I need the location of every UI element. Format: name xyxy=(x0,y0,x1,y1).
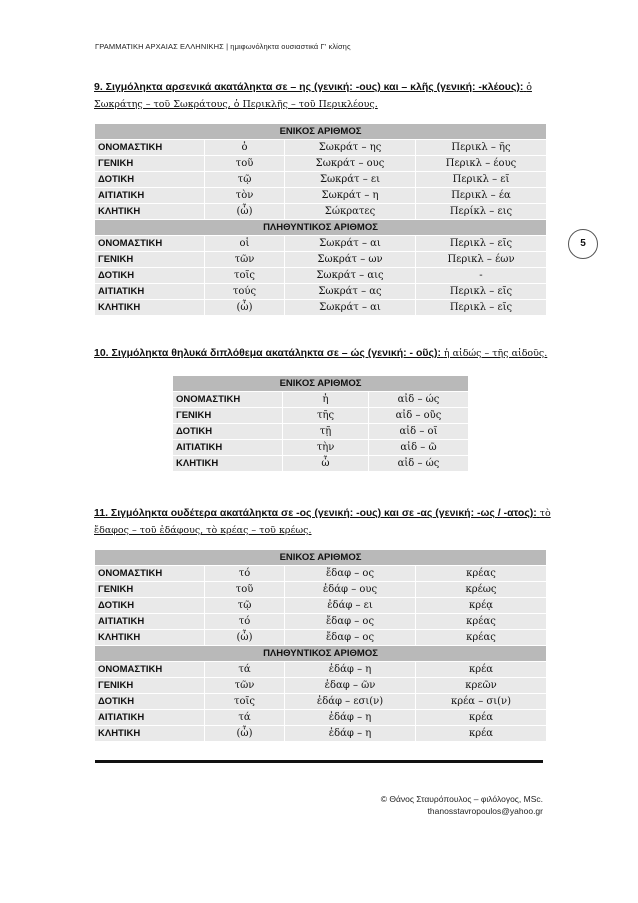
form-cell: αἰδ – οῦς xyxy=(369,408,469,424)
section-10-heading: 10. Σιγμόληκτα θηλυκά διπλόθεμα ακατάληκτα σε – ώς (γενική: - οῦς): xyxy=(94,347,441,359)
case-name: ΓΕΝΙΚΗ xyxy=(95,582,205,598)
table-row xyxy=(95,598,547,614)
case-name: ΑΙΤΙΑΤΙΚΗ xyxy=(95,710,205,726)
form-cell: Περικλ – εῖ xyxy=(416,172,547,188)
section-9-example: ὁ Σωκράτης – τοῦ Σωκράτους, ὁ Περικλῆς – τοῦ Περικλέους. xyxy=(94,82,532,110)
form-cell: Σωκράτ – αις xyxy=(285,268,416,284)
form-cell: κρέα – σι(ν) xyxy=(416,694,547,710)
table-row xyxy=(95,726,547,742)
case-name: ΔΟΤΙΚΗ xyxy=(95,694,205,710)
article-cell: τά xyxy=(205,710,285,726)
case-name: ΔΟΤΙΚΗ xyxy=(95,268,205,284)
table-row xyxy=(95,172,547,188)
case-name: ΟΝΟΜΑΣΤΙΚΗ xyxy=(173,392,283,408)
table-row xyxy=(95,678,547,694)
article-cell: τούς xyxy=(205,284,285,300)
case-name: ΓΕΝΙΚΗ xyxy=(95,252,205,268)
table-row xyxy=(95,188,547,204)
form-cell: κρέας xyxy=(416,566,547,582)
table-row xyxy=(95,582,547,598)
table-row xyxy=(95,252,547,268)
case-name: ΚΛΗΤΙΚΗ xyxy=(95,204,205,220)
article-cell: (ὦ) xyxy=(205,204,285,220)
table-row xyxy=(173,456,469,472)
table-row xyxy=(95,300,547,316)
section-10-title xyxy=(94,345,554,362)
table-section-header xyxy=(95,550,547,566)
page-header: ΓΡΑΜΜΑΤΙΚΗ ΑΡΧΑΙΑΣ ΕΛΛΗΝΙΚΗΣ | ημιφωνόληκτα ουσιαστικά Γ' κλίσης xyxy=(95,42,351,51)
table-row xyxy=(95,204,547,220)
article-cell: ὁ xyxy=(205,140,285,156)
case-name: ΑΙΤΙΑΤΙΚΗ xyxy=(173,440,283,456)
number-header: ΕΝΙΚΟΣ ΑΡΙΘΜΟΣ xyxy=(173,376,469,392)
case-name: ΚΛΗΤΙΚΗ xyxy=(95,726,205,742)
article-cell: τῷ xyxy=(205,172,285,188)
case-name: ΟΝΟΜΑΣΤΙΚΗ xyxy=(95,140,205,156)
form-cell: Σωκράτ – αι xyxy=(285,236,416,252)
table-row xyxy=(95,614,547,630)
form-cell: ἔδαφ – ος xyxy=(285,614,416,630)
form-cell: ἔδαφ – ος xyxy=(285,630,416,646)
table-row xyxy=(95,236,547,252)
case-name: ΟΝΟΜΑΣΤΙΚΗ xyxy=(95,236,205,252)
form-cell: Περικλ – ῆς xyxy=(416,140,547,156)
article-cell: τῆς xyxy=(283,408,369,424)
declension-table-9 xyxy=(94,123,547,316)
table-section-header xyxy=(95,646,547,662)
form-cell: Σωκράτ – ει xyxy=(285,172,416,188)
form-cell: Σωκράτ – ων xyxy=(285,252,416,268)
case-name: ΑΙΤΙΑΤΙΚΗ xyxy=(95,284,205,300)
table-row xyxy=(95,694,547,710)
section-11-example: τὸ ἔδαφος – τοῦ ἐδάφους, τὸ κρέας – τοῦ κρέως. xyxy=(94,508,551,536)
table-row xyxy=(95,662,547,678)
form-cell: αἰδ – ῶ xyxy=(369,440,469,456)
case-name: ΑΙΤΙΑΤΙΚΗ xyxy=(95,614,205,630)
section-9-heading: 9. Σιγμόληκτα αρσενικά ακατάληκτα σε – ης (γενική: -ους) και – κλῆς (γενική: -κλέους): xyxy=(94,81,524,93)
form-cell: κρέα xyxy=(416,662,547,678)
section-11-heading: 11. Σιγμόληκτα ουδέτερα ακατάληκτα σε -ος (γενική: -ους) και σε -ας (γενική: -ως / -ατος): xyxy=(94,507,537,519)
form-cell: ἐδάφ – εσι(ν) xyxy=(285,694,416,710)
form-cell: αἰδ – ώς xyxy=(369,392,469,408)
table-section-header xyxy=(95,220,547,236)
article-cell: τό xyxy=(205,614,285,630)
form-cell: ἐδάφ – η xyxy=(285,710,416,726)
number-header: ΕΝΙΚΟΣ ΑΡΙΘΜΟΣ xyxy=(95,550,547,566)
number-header: ΕΝΙΚΟΣ ΑΡΙΘΜΟΣ xyxy=(95,124,547,140)
declension-table-10 xyxy=(172,375,469,472)
case-name: ΓΕΝΙΚΗ xyxy=(173,408,283,424)
article-cell: τὴν xyxy=(283,440,369,456)
section-10-example: ἡ αἰδώς – τῆς αἰδοῦς. xyxy=(443,348,548,359)
declension-table-11 xyxy=(94,549,547,742)
form-cell: κρέα xyxy=(416,710,547,726)
form-cell: Σώκρατες xyxy=(285,204,416,220)
case-name: ΚΛΗΤΙΚΗ xyxy=(95,300,205,316)
table-row xyxy=(95,710,547,726)
footer-author: © Θάνος Σταυρόπουλος – φιλόλογος, MSc. xyxy=(380,794,543,804)
article-cell: τοῖς xyxy=(205,268,285,284)
table-row xyxy=(95,156,547,172)
case-name: ΓΕΝΙΚΗ xyxy=(95,156,205,172)
form-cell: Περίκλ – εις xyxy=(416,204,547,220)
form-cell: Περικλ – έων xyxy=(416,252,547,268)
page-number: 5 xyxy=(568,229,598,259)
form-cell: Περικλ – εῖς xyxy=(416,236,547,252)
table-row xyxy=(173,424,469,440)
number-header: ΠΛΗΘΥΝΤΙΚΟΣ ΑΡΙΘΜΟΣ xyxy=(95,220,547,236)
table-row xyxy=(95,140,547,156)
number-header: ΠΛΗΘΥΝΤΙΚΟΣ ΑΡΙΘΜΟΣ xyxy=(95,646,547,662)
table-row xyxy=(95,284,547,300)
form-cell: Σωκράτ – ης xyxy=(285,140,416,156)
table-row xyxy=(173,440,469,456)
case-name: ΟΝΟΜΑΣΤΙΚΗ xyxy=(95,566,205,582)
form-cell: Περικλ – έα xyxy=(416,188,547,204)
table-row xyxy=(173,408,469,424)
case-name: ΔΟΤΙΚΗ xyxy=(173,424,283,440)
form-cell: κρέᾳ xyxy=(416,598,547,614)
form-cell: κρέα xyxy=(416,726,547,742)
case-name: ΚΛΗΤΙΚΗ xyxy=(173,456,283,472)
article-cell: οἱ xyxy=(205,236,285,252)
article-cell: τῶν xyxy=(205,678,285,694)
article-cell: τῶν xyxy=(205,252,285,268)
form-cell: ἐδάφ – η xyxy=(285,662,416,678)
table-section-header xyxy=(173,376,469,392)
form-cell: κρέας xyxy=(416,614,547,630)
form-cell: ἐδαφ – ῶν xyxy=(285,678,416,694)
article-cell: (ὦ) xyxy=(205,726,285,742)
article-cell: τοῦ xyxy=(205,582,285,598)
article-cell: τῷ xyxy=(205,598,285,614)
section-11-title xyxy=(94,505,554,539)
article-cell: ὦ xyxy=(283,456,369,472)
table-row xyxy=(95,630,547,646)
form-cell: αἰδ – ώς xyxy=(369,456,469,472)
form-cell: Σωκράτ – ους xyxy=(285,156,416,172)
section-9-title xyxy=(94,79,554,113)
form-cell: Περικλ – έους xyxy=(416,156,547,172)
article-cell: ἡ xyxy=(283,392,369,408)
article-cell: τοῖς xyxy=(205,694,285,710)
form-cell: - xyxy=(416,268,547,284)
article-cell: τὸν xyxy=(205,188,285,204)
article-cell: τοῦ xyxy=(205,156,285,172)
table-row xyxy=(173,392,469,408)
form-cell: Περικλ – εῖς xyxy=(416,284,547,300)
form-cell: κρεῶν xyxy=(416,678,547,694)
form-cell: κρέας xyxy=(416,630,547,646)
article-cell: τῇ xyxy=(283,424,369,440)
form-cell: ἐδάφ – η xyxy=(285,726,416,742)
article-cell: τό xyxy=(205,566,285,582)
case-name: ΓΕΝΙΚΗ xyxy=(95,678,205,694)
article-cell: (ὦ) xyxy=(205,630,285,646)
footer-email: thanosstavropoulos@yahoo.gr xyxy=(427,806,543,816)
form-cell: Σωκράτ – η xyxy=(285,188,416,204)
form-cell: κρέως xyxy=(416,582,547,598)
table-row xyxy=(95,268,547,284)
case-name: ΔΟΤΙΚΗ xyxy=(95,172,205,188)
case-name: ΟΝΟΜΑΣΤΙΚΗ xyxy=(95,662,205,678)
form-cell: Περικλ – εῖς xyxy=(416,300,547,316)
case-name: ΑΙΤΙΑΤΙΚΗ xyxy=(95,188,205,204)
article-cell: τά xyxy=(205,662,285,678)
case-name: ΔΟΤΙΚΗ xyxy=(95,598,205,614)
form-cell: Σωκράτ – αι xyxy=(285,300,416,316)
form-cell: ἐδάφ – ει xyxy=(285,598,416,614)
article-cell: (ὦ) xyxy=(205,300,285,316)
form-cell: ἐδάφ – ους xyxy=(285,582,416,598)
form-cell: αἰδ – οῖ xyxy=(369,424,469,440)
case-name: ΚΛΗΤΙΚΗ xyxy=(95,630,205,646)
form-cell: ἔδαφ – ος xyxy=(285,566,416,582)
form-cell: Σωκράτ – ας xyxy=(285,284,416,300)
footer-divider xyxy=(95,760,543,763)
table-row xyxy=(95,566,547,582)
table-section-header xyxy=(95,124,547,140)
